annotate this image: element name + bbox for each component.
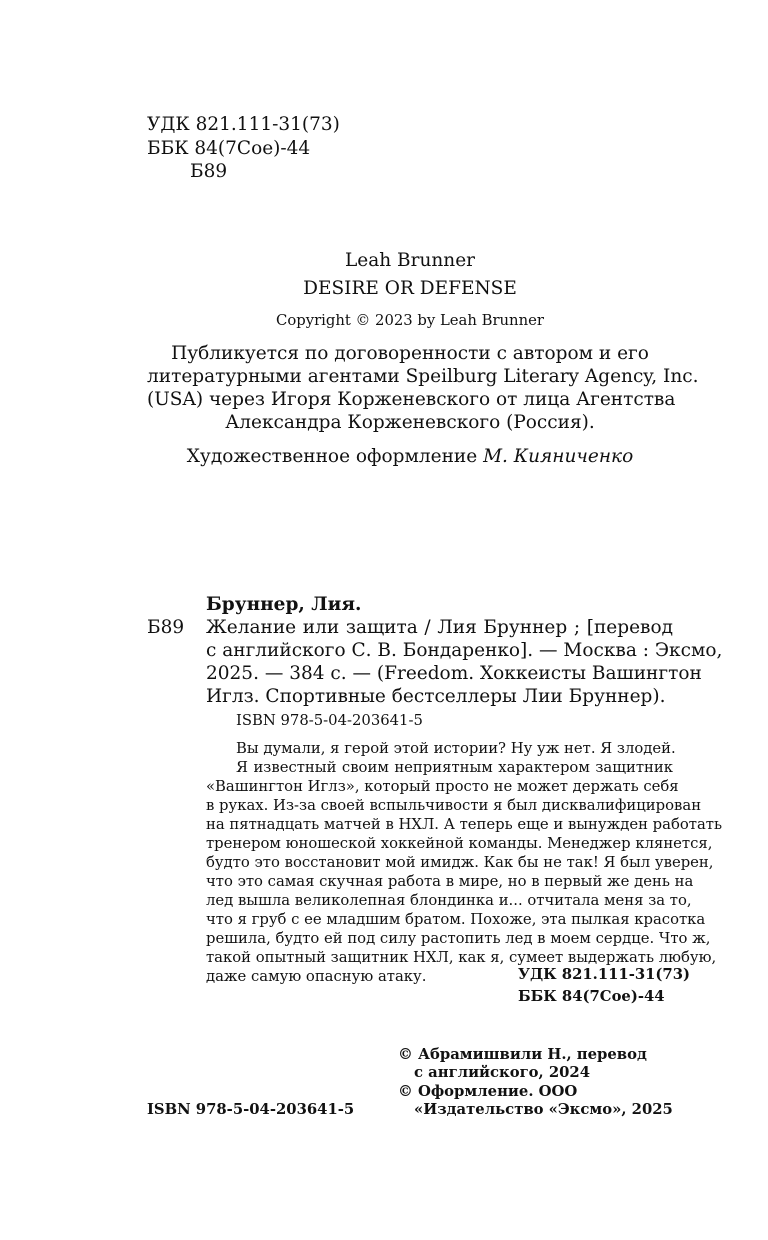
author-mark: Б89 xyxy=(190,161,228,182)
catalog-isbn: ISBN 978-5-04-203641-5 xyxy=(236,712,423,729)
annotation-line: такой опытный защитник НХЛ, как я, сумеет выдержать любую, xyxy=(206,949,717,966)
annotation-line: «Вашингтон Иглз», который просто не может держать себя xyxy=(206,778,679,795)
original-copyright: Copyright © 2023 by Leah Brunner xyxy=(276,312,544,329)
footer-copyright-line: © Оформление. ООО xyxy=(398,1083,578,1100)
catalog-author-heading: Бруннер, Лия. xyxy=(206,594,362,615)
annotation-line: будто это восстановит мой имидж. Как бы не так! Я был уверен, xyxy=(206,854,714,871)
footer-isbn: ISBN 978-5-04-203641-5 xyxy=(147,1101,355,1118)
bbk-code: ББК 84(7Сое)-44 xyxy=(147,138,311,159)
catalog-line: с английского С. В. Бондаренко]. — Москва : Эксмо, xyxy=(206,640,723,661)
annotation-line: что я груб с ее младшим братом. Похоже, эта пылкая красотка xyxy=(206,911,706,928)
catalog-line: Желание или защита / Лия Бруннер ; [перевод xyxy=(206,617,673,638)
footer-copyright-line: с английского, 2024 xyxy=(414,1064,591,1081)
annotation-line: решила, будто ей под силу растопить лед в моем сердце. Что ж, xyxy=(206,930,711,947)
rights-line: литературными агентами Speilburg Literary Agency, Inc. xyxy=(147,366,699,387)
bottom-bbk-code: ББК 84(7Сое)-44 xyxy=(518,988,665,1005)
original-title: DESIRE OR DEFENSE xyxy=(303,278,517,299)
art-design-credit xyxy=(147,446,673,467)
art-designer-name: М. Кияниченко xyxy=(483,446,634,467)
rights-line: (USA) через Игоря Корженевского от лица Агентства xyxy=(147,389,676,410)
annotation-line: Вы думали, я герой этой истории? Ну уж нет. Я злодей. xyxy=(236,740,676,757)
rights-line: Александра Корженевского (Россия). xyxy=(225,412,595,433)
udk-code: УДК 821.111-31(73) xyxy=(147,114,340,135)
annotation-line: на пятнадцать матчей в НХЛ. А теперь еще и вынужден работать xyxy=(206,816,723,833)
rights-line: Публикуется по договоренности с автором и его xyxy=(171,343,649,364)
catalog-line: 2025. — 384 с. — (Freedom. Хоккеисты Вашингтон xyxy=(206,663,702,684)
footer-copyright-line: «Издательство «Эксмо», 2025 xyxy=(414,1101,673,1118)
art-design-label: Художественное оформление xyxy=(186,446,478,467)
footer-copyright-line: © Абрамишвили Н., перевод xyxy=(398,1046,647,1063)
annotation-line: даже самую опасную атаку. xyxy=(206,968,427,985)
catalog-mark: Б89 xyxy=(147,617,185,638)
annotation-line: что это самая скучная работа в мире, но в первый же день на xyxy=(206,873,694,890)
catalog-line: Иглз. Спортивные бестселлеры Лии Бруннер). xyxy=(206,686,666,707)
annotation-line: в руках. Из-за своей вспыльчивости я был дисквалифицирован xyxy=(206,797,702,814)
annotation-line: тренером юношеской хоккейной команды. Менеджер клянется, xyxy=(206,835,713,852)
bottom-udk-code: УДК 821.111-31(73) xyxy=(518,966,691,983)
annotation-line: лед вышла великолепная блондинка и... отчитала меня за то, xyxy=(206,892,692,909)
original-author: Leah Brunner xyxy=(344,250,476,271)
annotation-line: Я известный своим неприятным характером защитник xyxy=(236,759,673,776)
